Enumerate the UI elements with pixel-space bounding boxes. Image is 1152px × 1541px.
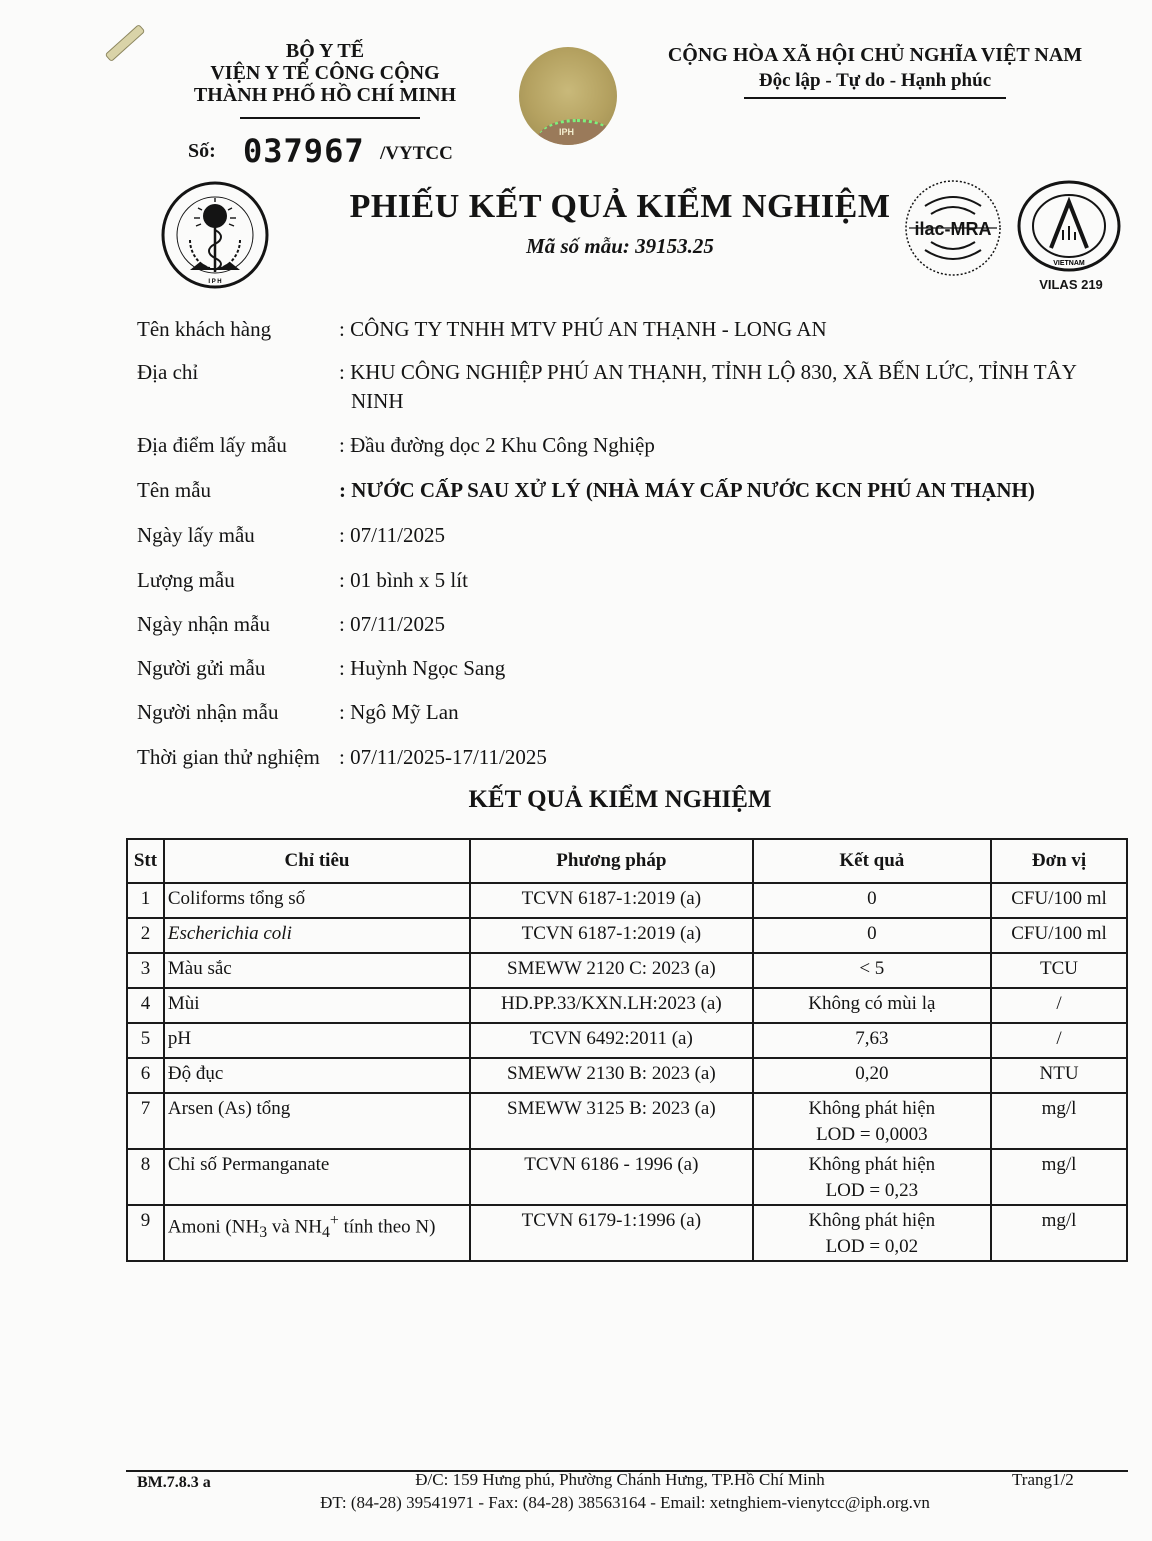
column-header-method: Phương pháp	[470, 839, 752, 883]
cell-method: HD.PP.33/KXN.LH:2023 (a)	[470, 988, 752, 1023]
document-title: PHIẾU KẾT QUẢ KIỂM NGHIỆM	[349, 188, 891, 225]
info-value: : 01 bình x 5 lít	[339, 568, 468, 592]
cell-method: SMEWW 3125 B: 2023 (a)	[470, 1093, 752, 1149]
info-row-sample-quantity	[137, 566, 1117, 595]
cell-unit: TCU	[991, 953, 1127, 988]
info-value: : CÔNG TY TNHH MTV PHÚ AN THẠNH - LONG AN	[339, 317, 827, 341]
cell-unit: /	[991, 1023, 1127, 1058]
cell-method: SMEWW 2130 B: 2023 (a)	[470, 1058, 752, 1093]
motto-underline	[744, 97, 1006, 99]
cell-result: 0,20	[753, 1058, 992, 1093]
cell-parameter: Màu sắc	[164, 953, 470, 988]
table-row	[127, 1149, 1127, 1205]
cell-unit: NTU	[991, 1058, 1127, 1093]
cell-unit: /	[991, 988, 1127, 1023]
column-header-stt: Stt	[127, 839, 164, 883]
info-row-sampling-location	[137, 431, 1117, 460]
info-value: : 07/11/2025-17/11/2025	[339, 745, 547, 769]
info-row-received-date	[137, 610, 1117, 639]
page-indicator: Trang1/2	[1012, 1470, 1074, 1489]
info-label: Tên mẫu	[137, 478, 212, 502]
info-row-customer	[137, 315, 1117, 344]
info-row-sample-name	[137, 476, 1117, 505]
svg-text:I P H: I P H	[208, 279, 222, 285]
sample-code: Mã số mẫu: 39153.25	[526, 234, 714, 258]
info-row-sender	[137, 654, 1117, 683]
cell-unit: CFU/100 ml	[991, 918, 1127, 953]
table-row	[127, 883, 1127, 918]
cell-stt: 8	[127, 1149, 164, 1205]
cell-result: 0	[753, 883, 992, 918]
cell-stt: 1	[127, 883, 164, 918]
table-row	[127, 918, 1127, 953]
info-row-test-period	[137, 743, 1117, 772]
cell-parameter: Arsen (As) tổng	[164, 1093, 470, 1149]
info-row-sampling-date	[137, 521, 1117, 550]
institute-name-line1: VIỆN Y TẾ CÔNG CỘNG	[210, 62, 440, 84]
result-lod: LOD = 0,23	[825, 1180, 919, 1201]
cell-stt: 9	[127, 1205, 164, 1261]
info-label: Người nhận mẫu	[137, 700, 279, 724]
info-row-receiver	[137, 698, 1117, 727]
info-label: Thời gian thử nghiệm	[137, 745, 320, 769]
info-value: : 07/11/2025	[339, 523, 445, 547]
org-underline	[240, 117, 420, 119]
cell-parameter: Chỉ số Permanganate	[164, 1149, 470, 1205]
info-label: Lượng mẫu	[137, 568, 235, 592]
info-row-address	[137, 358, 1117, 416]
hologram-text: IPH	[559, 127, 575, 137]
cell-stt: 5	[127, 1023, 164, 1058]
subscript: 3	[259, 1224, 268, 1242]
ilac-text: ilac-MRA	[914, 219, 992, 239]
table-row	[127, 988, 1127, 1023]
table-row	[127, 1205, 1127, 1261]
cell-stt: 7	[127, 1093, 164, 1149]
organization-header	[160, 40, 490, 106]
cell-unit: mg/l	[991, 1205, 1127, 1261]
cell-unit: mg/l	[991, 1149, 1127, 1205]
form-code: BM.7.8.3 a	[137, 1474, 211, 1491]
result-line1: Không phát hiện	[808, 1154, 936, 1175]
cell-result	[753, 1149, 992, 1205]
info-label: Địa chỉ	[137, 360, 199, 384]
cell-parameter: Coliforms tổng số	[164, 883, 470, 918]
cell-method: TCVN 6187-1:2019 (a)	[470, 883, 752, 918]
cell-stt: 4	[127, 988, 164, 1023]
info-label: Người gửi mẫu	[137, 656, 266, 680]
result-line1: Không phát hiện	[808, 1210, 936, 1231]
doc-number-suffix: /VYTCC	[380, 143, 453, 164]
results-table	[126, 838, 1128, 1262]
info-value: : Huỳnh Ngọc Sang	[339, 656, 506, 680]
cell-parameter: Độ đục	[164, 1058, 470, 1093]
column-header-parameter: Chỉ tiêu	[164, 839, 470, 883]
vilas-code: VILAS 219	[1039, 277, 1103, 292]
footer-contact: ĐT: (84-28) 39541971 - Fax: (84-28) 38563164 - Email: xetnghiem-vienytcc@iph.org.vn	[320, 1493, 930, 1512]
cell-method: TCVN 6187-1:2019 (a)	[470, 918, 752, 953]
info-label: Tên khách hàng	[137, 317, 272, 341]
paper-clip-mark	[105, 24, 146, 62]
cell-unit: CFU/100 ml	[991, 883, 1127, 918]
footer-address: Đ/C: 159 Hưng phú, Phường Chánh Hưng, TP.Hồ Chí Minh	[415, 1470, 825, 1489]
ministry-name: BỘ Y TẾ	[285, 40, 365, 62]
results-title: KẾT QUẢ KIỂM NGHIỆM	[468, 786, 772, 813]
iph-logo-icon	[160, 180, 270, 290]
name-part: Amoni (NH	[167, 1216, 260, 1238]
info-value: : Ngô Mỹ Lan	[339, 700, 459, 724]
cell-method: TCVN 6179-1:1996 (a)	[470, 1205, 752, 1261]
nation-title: CỘNG HÒA XÃ HỘI CHỦ NGHĨA VIỆT NAM	[667, 44, 1083, 66]
cell-result: < 5	[753, 953, 992, 988]
national-motto: Độc lập - Tự do - Hạnh phúc	[758, 70, 992, 91]
info-label: Ngày nhận mẫu	[137, 612, 270, 636]
cell-parameter: Mùi	[164, 988, 470, 1023]
subscript: 4	[322, 1224, 330, 1242]
bureau-of-accreditation-logo-icon	[1017, 180, 1121, 272]
cell-result: 7,63	[753, 1023, 992, 1058]
cell-result	[753, 1205, 992, 1261]
table-row	[127, 1093, 1127, 1149]
table-header-row	[127, 839, 1127, 883]
superscript: +	[329, 1212, 339, 1229]
info-label: Ngày lấy mẫu	[137, 523, 255, 547]
doc-number: 037967	[243, 132, 365, 170]
result-line1: Không phát hiện	[808, 1098, 936, 1119]
cell-parameter: Escherichia coli	[164, 918, 470, 953]
column-header-result: Kết quả	[753, 839, 992, 883]
cell-parameter	[164, 1205, 470, 1261]
cell-stt: 6	[127, 1058, 164, 1093]
cell-result: Không có mùi lạ	[753, 988, 992, 1023]
cell-result: 0	[753, 918, 992, 953]
column-header-unit: Đơn vị	[991, 839, 1127, 883]
cell-method: SMEWW 2120 C: 2023 (a)	[470, 953, 752, 988]
hologram-seal-icon	[519, 47, 617, 145]
table-row	[127, 1023, 1127, 1058]
cell-parameter: pH	[164, 1023, 470, 1058]
table-row	[127, 1058, 1127, 1093]
hologram-band	[537, 119, 617, 145]
address-line2: NINH	[351, 389, 404, 413]
info-value: : 07/11/2025	[339, 612, 445, 636]
ilac-mra-logo-icon	[903, 178, 1003, 278]
cell-method: TCVN 6186 - 1996 (a)	[470, 1149, 752, 1205]
info-label: Địa điểm lấy mẫu	[137, 433, 287, 457]
name-part: tính theo N)	[338, 1216, 436, 1238]
name-part: và NH	[267, 1216, 322, 1238]
cell-method: TCVN 6492:2011 (a)	[470, 1023, 752, 1058]
boa-country: VIETNAM	[1053, 260, 1085, 267]
cell-stt: 2	[127, 918, 164, 953]
result-lod: LOD = 0,0003	[816, 1124, 928, 1145]
cell-result	[753, 1093, 992, 1149]
doc-number-label: Số:	[188, 140, 216, 162]
cell-stt: 3	[127, 953, 164, 988]
info-value	[339, 358, 1117, 416]
result-lod: LOD = 0,02	[825, 1236, 919, 1257]
table-row	[127, 953, 1127, 988]
info-value: : Đầu đường dọc 2 Khu Công Nghiệp	[339, 433, 655, 457]
institute-name-line2: THÀNH PHỐ HỒ CHÍ MINH	[193, 84, 457, 106]
address-line1: : KHU CÔNG NGHIỆP PHÚ AN THẠNH, TỈNH LỘ 830, XÃ BẾN LỨC, TỈNH TÂY	[339, 360, 1077, 384]
info-value: : NƯỚC CẤP SAU XỬ LÝ (NHÀ MÁY CẤP NƯỚC KCN PHÚ AN THẠNH)	[339, 478, 1035, 502]
cell-unit: mg/l	[991, 1093, 1127, 1149]
